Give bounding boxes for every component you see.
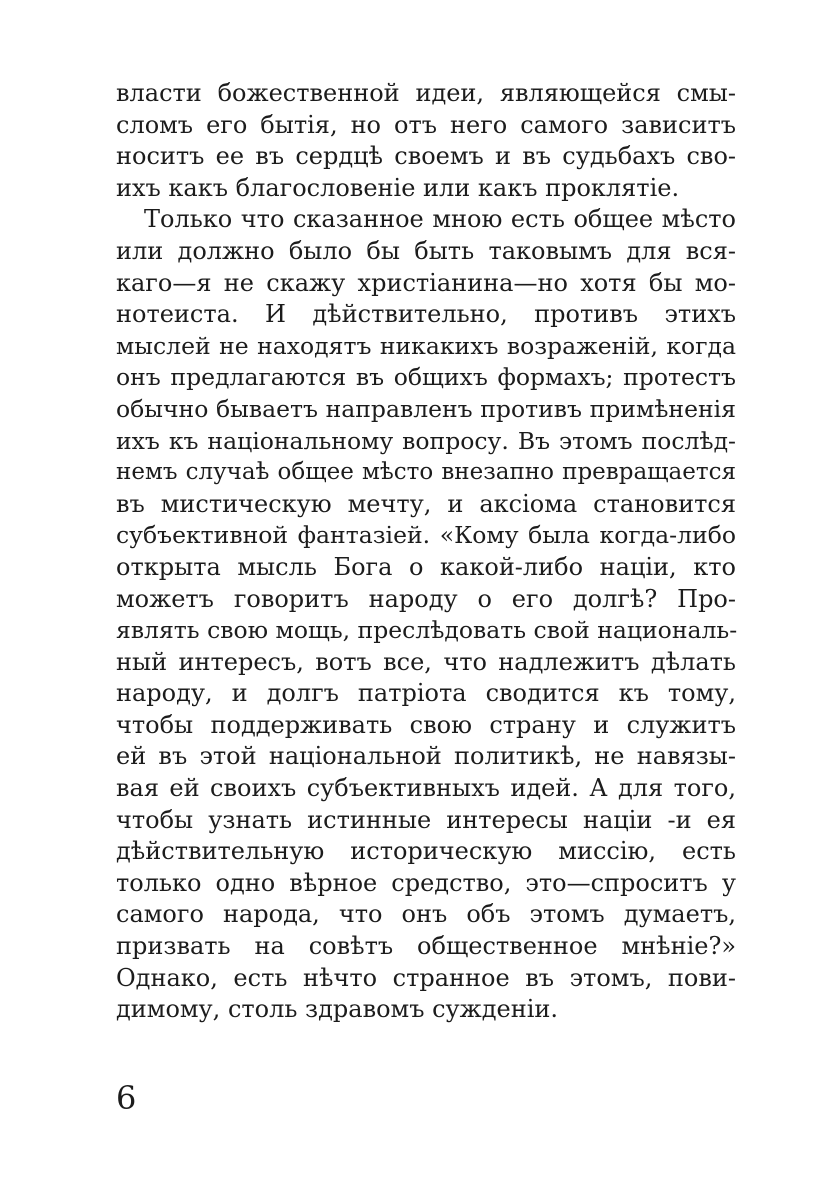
text-line: мыслей не находятъ никакихъ возраженій, когда <box>116 331 736 360</box>
text-line: вая ей своихъ субъективныхъ идей. А для того, <box>116 774 736 803</box>
text-line: онъ предлагаются въ общихъ формахъ; протестъ <box>116 363 736 392</box>
text-line: чтобы поддерживать свою страну и служитъ <box>116 710 736 739</box>
text-line: сломъ его бытія, но отъ него самого зависитъ <box>116 110 736 139</box>
text-line: носитъ ее въ сердцѣ своемъ и въ судьбахъ сво- <box>116 142 736 171</box>
text-line: немъ случаѣ общее мѣсто внезапно превращается <box>116 459 736 486</box>
text-line: или должно было бы быть таковымъ для вся- <box>116 236 736 265</box>
text-line: ихъ какъ благословеніе или какъ проклятіе. <box>116 173 680 202</box>
text-line: Однако, есть нѣчто странное въ этомъ, пови- <box>116 963 736 992</box>
text-line: самого народа, что онъ объ этомъ думаетъ, <box>116 900 736 929</box>
text-line: каго—я не скажу христіанина—но хотя бы мо- <box>116 268 736 297</box>
text-line: ный интересъ, вотъ все, что надлежитъ дѣлать <box>116 647 736 676</box>
page-number: 6 <box>116 1079 137 1117</box>
text-line: въ мистическую мечту, и аксіома становится <box>116 489 736 518</box>
text-line: димому, столь здравомъ сужденіи. <box>116 995 559 1024</box>
text-line: открыта мысль Бога о какой-либо націи, кто <box>116 552 736 581</box>
text-line: обычно бываетъ направленъ противъ примѣненія <box>116 394 736 423</box>
body-text <box>116 78 736 1026</box>
text-line: ихъ къ національному вопросу. Въ этомъ послѣд- <box>116 426 736 455</box>
text-line: чтобы узнать истинные интересы націи -и ея <box>116 805 736 834</box>
text-line: только одно вѣрное средство, это—спроситъ у <box>116 868 736 897</box>
text-line: субъективной фантазіей. «Кому была когда-либо <box>116 521 736 550</box>
text-line: нотеиста. И дѣйствительно, противъ этихъ <box>116 300 736 329</box>
text-line: народу, и долгъ патріота сводится къ тому, <box>116 679 736 708</box>
text-line: призвать на совѣтъ общественное мнѣніе?» <box>116 932 736 961</box>
text-line: власти божественной идеи, являющейся смы- <box>116 79 736 107</box>
text-line: являть свою мощь, преслѣдовать свой националь- <box>116 616 738 645</box>
paragraph-first-line: Только что сказанное мною есть общее мѣсто <box>144 205 736 234</box>
text-line: дѣйствительную историческую миссію, есть <box>116 837 736 866</box>
text-line: ей въ этой національной политикѣ, не навязы- <box>116 742 736 771</box>
text-line: можетъ говоритъ народу о его долгѣ? Про- <box>116 584 736 613</box>
